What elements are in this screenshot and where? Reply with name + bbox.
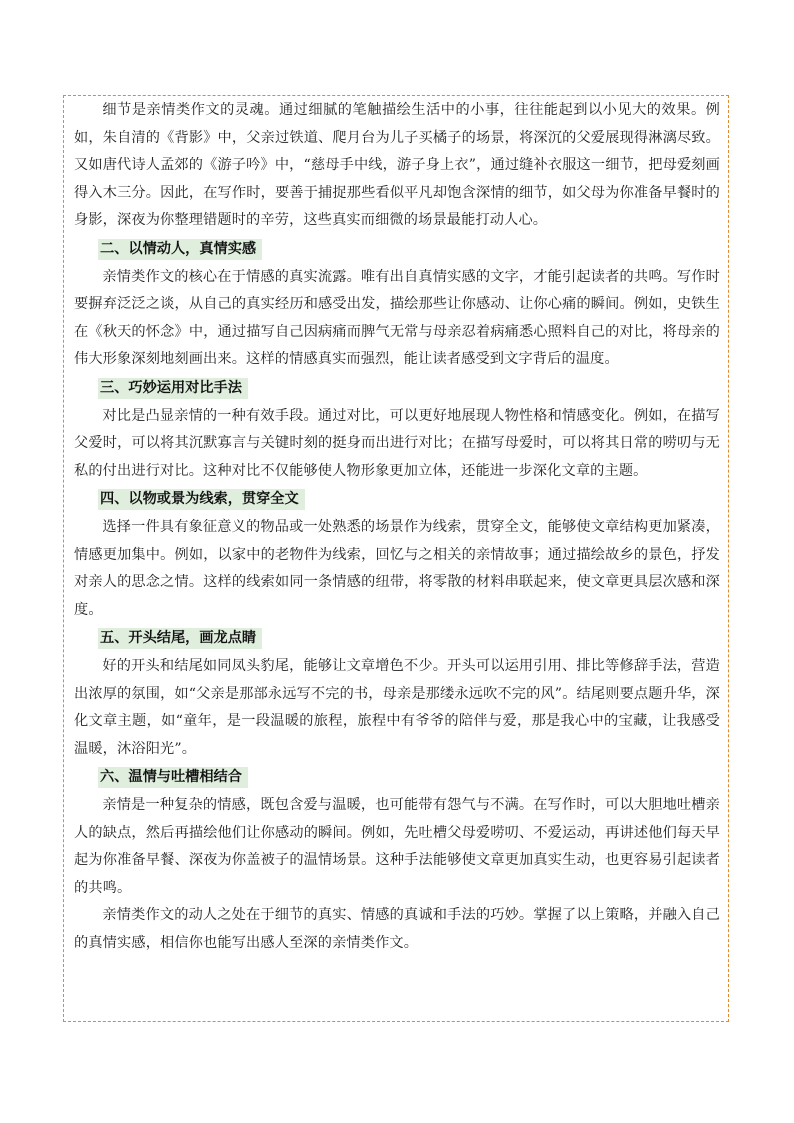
section-paragraph: 亲情类作文的核心在于情感的真实流露。唯有出自真情实感的文字，才能引起读者的共鸣。写作时要摒弃泛泛之谈，从自己的真实经历和感受出发，描绘那些让你感动、让你心痛的瞬间。例如，史铁生在《秋天的怀念》中，通过描写自己因病痛而脾气无常与母亲忍着病痛悉心照料自己的对比，将母亲的伟大形象深刻地刻画出来。这样的情感真实而强烈，能让读者感受到文字背后的温度。 xyxy=(74,268,720,367)
section-heading-row xyxy=(74,764,720,791)
section-heading-row xyxy=(74,625,720,652)
section-heading-row xyxy=(74,236,720,263)
section-heading: 三、巧妙运用对比手法 xyxy=(98,378,248,399)
section-heading: 六、温情与吐槽相结合 xyxy=(98,767,248,788)
section-paragraph: 对比是凸显亲情的一种有效手段。通过对比，可以更好地展现人物性格和情感变化。例如，在描写父爱时，可以将其沉默寡言与关键时刻的挺身而出进行对比；在描写母爱时，可以将其日常的唠叨与无私的付出进行对比。这种对比不仅能够使人物形象更加立体，还能进一步深化文章的主题。 xyxy=(74,407,720,479)
conclusion-paragraph: 亲情类作文的动人之处在于细节的真实、情感的真诚和手法的巧妙。掌握了以上策略，并融入自己的真情实感，相信你也能写出感人至深的亲情类作文。 xyxy=(74,907,720,951)
section-paragraph: 亲情是一种复杂的情感，既包含爱与温暖，也可能带有怨气与不满。在写作时，可以大胆地吐槽亲人的缺点，然后再描绘他们让你感动的瞬间。例如，先吐槽父母爱唠叨、不爱运动，再讲述他们每天早起为你准备早餐、深夜为你盖被子的温情场景。这种手法能够使文章更加真实生动，也更容易引起读者的共鸣。 xyxy=(74,797,720,896)
document-body xyxy=(74,97,720,957)
section-paragraph: 选择一件具有象征意义的物品或一处熟悉的场景作为线索，贯穿全文，能够使文章结构更加紧凑，情感更加集中。例如，以家中的老物件为线索，回忆与之相关的亲情故事；通过描绘故乡的景色，抒发对亲人的思念之情。这样的线索如同一条情感的纽带，将零散的材料串联起来，使文章更具层次感和深度。 xyxy=(74,519,720,618)
section-heading-row xyxy=(74,486,720,513)
section-heading: 二、以情动人，真情实感 xyxy=(98,239,262,260)
section-heading-row xyxy=(74,375,720,402)
intro-paragraph: 细节是亲情类作文的灵魂。通过细腻的笔触描绘生活中的小事，往往能起到以小见大的效果。例如，朱自清的《背影》中，父亲过铁道、爬月台为儿子买橘子的场景，将深沉的父爱展现得淋漓尽致。又如唐代诗人孟郊的《游子吟》中，“慈母手中线，游子身上衣”，通过缝补衣服这一细节，把母爱刻画得入木三分。因此，在写作时，要善于捕捉那些看似平凡却饱含深情的细节，如父母为你准备早餐时的身影，深夜为你整理错题时的辛劳，这些真实而细微的场景最能打动人心。 xyxy=(74,102,720,228)
section-paragraph: 好的开头和结尾如同凤头豹尾，能够让文章增色不少。开头可以运用引用、排比等修辞手法，营造出浓厚的氛围，如“父亲是那部永远写不完的书，母亲是那缕永远吹不完的风”。结尾则要点题升华，深化文章主题，如“童年，是一段温暖的旅程，旅程中有爷爷的陪伴与爱，那是我心中的宝藏，让我感受温暖，沐浴阳光”。 xyxy=(74,658,720,757)
section-heading: 五、开头结尾，画龙点睛 xyxy=(98,628,262,649)
section-heading: 四、以物或景为线索，贯穿全文 xyxy=(98,489,305,510)
